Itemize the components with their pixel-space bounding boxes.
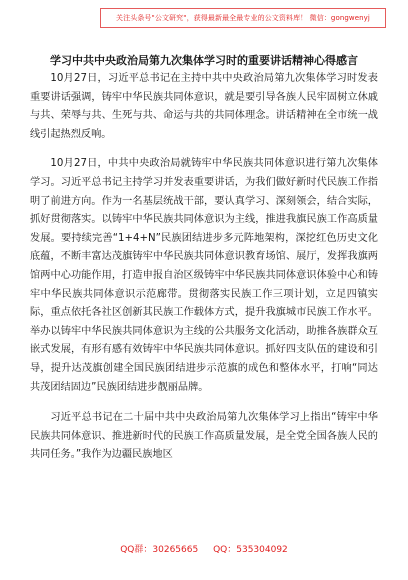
qq-text: QQ：535304092 xyxy=(213,545,288,555)
qq-group-text: QQ群：30265665 xyxy=(120,545,199,555)
paragraph-1: 10月27日，习近平总书记在主持中共中央政治局第九次集体学习时发表重要讲话强调，铸牢中华民族共同体意识，就是要引导各族人民牢固树立休戚与共、荣辱与共、生死与共、命运与共的共同体理念。讲话精神在全市统一战线引起热烈反响。 xyxy=(30,73,378,140)
promo-banner: 关注头条号"公文研究"，获得最新最全最专业的公文资料库！ 微信：gongwenyj xyxy=(100,8,386,28)
document-body xyxy=(30,70,378,465)
document-title: 学习中共中央政治局第九次集体学习时的重要讲话精神心得感言 xyxy=(50,54,358,67)
paragraph-2: 10月27日，中共中央政治局就铸牢中华民族共同体意识进行第九次集体学习。习近平总书记主持学习并发表重要讲话，为我们做好新时代民族工作指明了前进方向。作为一名基层统战干部，要认真学习、深刻领会，结合实际，抓好贯彻落实。以铸牢中华民族共同体意识为主线，推进我旗民族工作高质量发展。要持续完善“1+4+N”民族团结进步多元阵地架构，深挖红色历史文化底蕴，不断丰富达茂旗铸牢中华民族共同体意识教育场馆、展厅，发挥我旗两馆两中心功能作用，打造申报自治区级铸牢中华民族共同体意识体验中心和铸牢中华民族共同体意识示范廊带。贯彻落实民族工作三项计划，立足四镇实际，重点依托各社区创新其民族工作载体方式，提升我旗城市民族工作水平。举办以铸牢中华民族共同体意识为主线的公共服务文化活动，助推各族群众互嵌式发展，有形有感有效铸牢中华民族共同体意识。抓好四支队伍的建设和引导，提升达茂旗创建全国民族团结进步示范旗的成色和整体水平，打响“同达共茂团结固边”民族团结进步靓丽品牌。 xyxy=(30,158,378,393)
paragraph-3: 习近平总书记在二十届中共中央政治局第九次集体学习上指出“铸牢中华民族共同体意识、推进新时代的民族工作高质量发展，是全党全国各族人民的共同任务。”我作为边疆民族地区 xyxy=(30,412,378,461)
contact-footer xyxy=(0,542,408,555)
